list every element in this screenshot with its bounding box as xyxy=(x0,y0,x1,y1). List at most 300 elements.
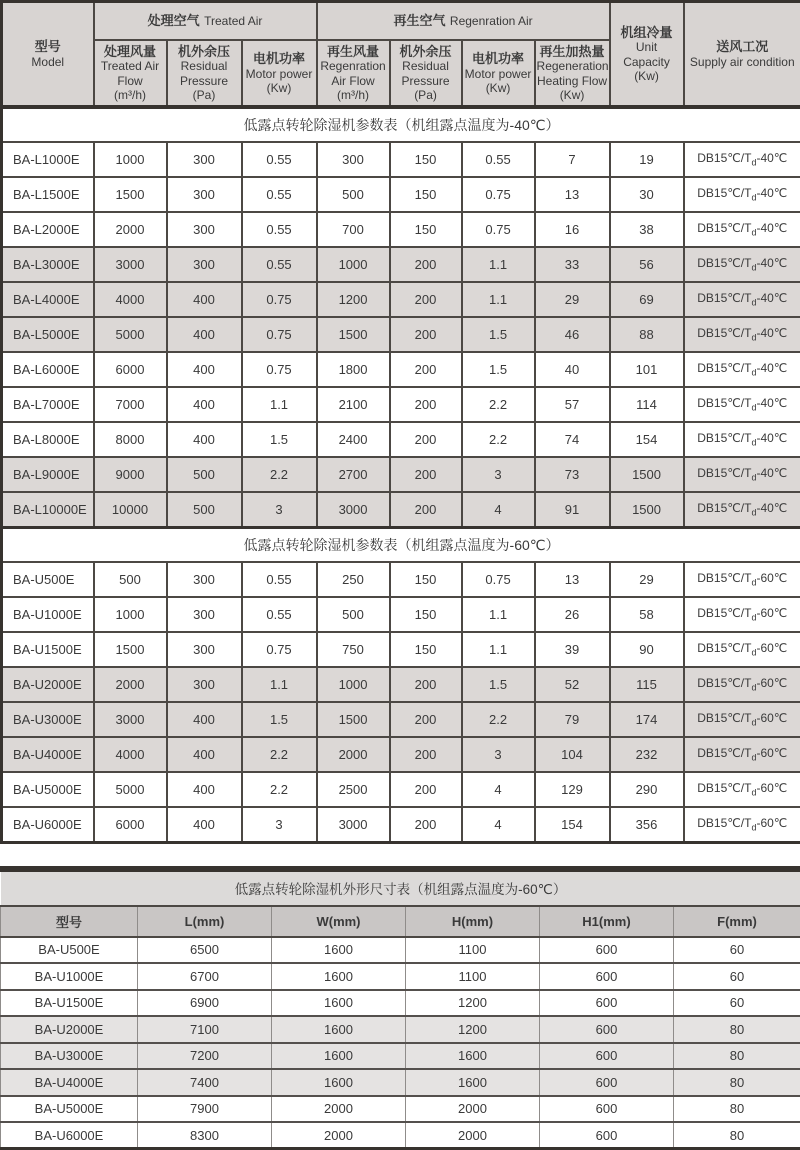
value-cell: 200 xyxy=(390,352,462,387)
supply-text-sub: d xyxy=(751,648,756,658)
value-cell: 1.5 xyxy=(242,702,317,737)
dim-model-cell: BA-U1500E xyxy=(1,990,138,1017)
header-group-row xyxy=(2,2,800,41)
dim-model-cell: BA-U6000E xyxy=(1,1122,138,1149)
regen-heating-zh: 再生加热量 xyxy=(537,44,608,59)
model-header-zh: 型号 xyxy=(4,39,92,54)
col-header-regen-flow xyxy=(317,40,390,107)
value-cell: 3 xyxy=(462,457,535,492)
value-cell: 500 xyxy=(167,492,242,527)
dim-col-header: L(mm) xyxy=(138,906,272,937)
treated-air-group-en: Treated Air xyxy=(204,14,262,28)
supply-condition-cell xyxy=(684,772,800,807)
dim-value-cell: 1600 xyxy=(272,963,406,990)
value-cell: 2500 xyxy=(317,772,390,807)
model-cell: BA-L5000E xyxy=(2,317,94,352)
regen-motor-en: Motor power xyxy=(464,67,533,81)
col-header-regen-heating xyxy=(535,40,610,107)
value-cell: 0.55 xyxy=(242,562,317,597)
value-cell: 52 xyxy=(535,667,610,702)
supply-text-pre: DB15℃/T xyxy=(697,466,751,480)
value-cell: 30 xyxy=(610,177,684,212)
dim-value-cell: 1600 xyxy=(272,1069,406,1096)
value-cell: 300 xyxy=(167,142,242,177)
col-header-regen-motor xyxy=(462,40,535,107)
dim-value-cell: 7900 xyxy=(138,1096,272,1123)
dim-value-cell: 2000 xyxy=(272,1122,406,1149)
supply-condition-cell xyxy=(684,142,800,177)
supply-condition-cell xyxy=(684,352,800,387)
supply-text-pre: DB15℃/T xyxy=(697,256,751,270)
dim-model-cell: BA-U5000E xyxy=(1,1096,138,1123)
dim-value-cell: 600 xyxy=(540,937,674,964)
dim-model-cell: BA-U1000E xyxy=(1,963,138,990)
value-cell: 2.2 xyxy=(242,737,317,772)
regen-motor-zh: 电机功率 xyxy=(464,51,533,66)
value-cell: 16 xyxy=(535,212,610,247)
regen-heating-en: Regeneration Heating Flow xyxy=(537,59,608,87)
value-cell: 356 xyxy=(610,807,684,842)
supply-text-pre: DB15℃/T xyxy=(697,501,751,515)
supply-text-post: -40℃ xyxy=(756,186,787,200)
value-cell: 400 xyxy=(167,282,242,317)
model-cell: BA-U4000E xyxy=(2,737,94,772)
value-cell: 4 xyxy=(462,807,535,842)
dim-value-cell: 1200 xyxy=(406,990,540,1017)
model-header-en: Model xyxy=(4,55,92,69)
value-cell: 58 xyxy=(610,597,684,632)
value-cell: 10000 xyxy=(94,492,167,527)
value-cell: 0.55 xyxy=(462,142,535,177)
value-cell: 200 xyxy=(390,737,462,772)
dim-col-header: H1(mm) xyxy=(540,906,674,937)
dim-header-row xyxy=(1,906,800,937)
supply-condition-cell xyxy=(684,457,800,492)
value-cell: 7 xyxy=(535,142,610,177)
dim-model-cell: BA-U2000E xyxy=(1,1016,138,1043)
dim-col-header: W(mm) xyxy=(272,906,406,937)
value-cell: 69 xyxy=(610,282,684,317)
value-cell: 90 xyxy=(610,632,684,667)
regeneration-air-group-zh: 再生空气 xyxy=(393,13,445,28)
value-cell: 3 xyxy=(242,492,317,527)
spec-row xyxy=(2,667,800,702)
value-cell: 400 xyxy=(167,387,242,422)
value-cell: 7000 xyxy=(94,387,167,422)
spec-row xyxy=(2,772,800,807)
value-cell: 1.5 xyxy=(242,422,317,457)
section-title: 低露点转轮除湿机参数表（机组露点温度为-40℃） xyxy=(2,107,800,142)
value-cell: 290 xyxy=(610,772,684,807)
value-cell: 0.75 xyxy=(242,632,317,667)
value-cell: 2100 xyxy=(317,387,390,422)
value-cell: 2400 xyxy=(317,422,390,457)
supply-text-post: -40℃ xyxy=(756,396,787,410)
dim-value-cell: 600 xyxy=(540,990,674,1017)
value-cell: 400 xyxy=(167,422,242,457)
value-cell: 1500 xyxy=(94,177,167,212)
value-cell: 39 xyxy=(535,632,610,667)
value-cell: 174 xyxy=(610,702,684,737)
model-cell: BA-L1000E xyxy=(2,142,94,177)
value-cell: 300 xyxy=(167,667,242,702)
dim-model-cell: BA-U500E xyxy=(1,937,138,964)
supply-text-pre: DB15℃/T xyxy=(697,641,751,655)
model-cell: BA-U1000E xyxy=(2,597,94,632)
col-group-regeneration-air xyxy=(317,2,610,41)
value-cell: 200 xyxy=(390,387,462,422)
supply-text-post: -40℃ xyxy=(756,151,787,165)
value-cell: 2.2 xyxy=(242,457,317,492)
supply-text-post: -40℃ xyxy=(756,361,787,375)
dim-value-cell: 7200 xyxy=(138,1043,272,1070)
spec-row xyxy=(2,317,800,352)
supply-condition-cell xyxy=(684,247,800,282)
dim-value-cell: 600 xyxy=(540,1122,674,1149)
dim-value-cell: 1100 xyxy=(406,963,540,990)
dim-value-cell: 600 xyxy=(540,1096,674,1123)
supply-text-sub: d xyxy=(751,822,756,832)
supply-text-post: -60℃ xyxy=(756,746,787,760)
regen-flow-zh: 再生风量 xyxy=(319,44,388,59)
supply-text-pre: DB15℃/T xyxy=(697,396,751,410)
value-cell: 3000 xyxy=(317,807,390,842)
value-cell: 29 xyxy=(610,562,684,597)
dim-col-header: 型号 xyxy=(1,906,138,937)
supply-text-post: -40℃ xyxy=(756,431,787,445)
value-cell: 200 xyxy=(390,807,462,842)
dim-col-header: F(mm) xyxy=(674,906,800,937)
supply-text-post: -60℃ xyxy=(756,781,787,795)
dim-table-body xyxy=(1,872,800,1149)
supply-condition-cell xyxy=(684,317,800,352)
spec-row xyxy=(2,492,800,527)
supply-text-pre: DB15℃/T xyxy=(697,781,751,795)
dim-row xyxy=(1,1069,800,1096)
value-cell: 74 xyxy=(535,422,610,457)
supply-text-pre: DB15℃/T xyxy=(697,291,751,305)
value-cell: 1.1 xyxy=(242,387,317,422)
supply-condition-cell xyxy=(684,492,800,527)
value-cell: 1.1 xyxy=(462,282,535,317)
supply-text-post: -60℃ xyxy=(756,816,787,830)
value-cell: 0.55 xyxy=(242,142,317,177)
value-cell: 200 xyxy=(390,457,462,492)
dim-value-cell: 80 xyxy=(674,1069,800,1096)
section-title-row xyxy=(2,107,800,142)
regen-pressure-unit: (Pa) xyxy=(392,88,460,102)
value-cell: 0.55 xyxy=(242,597,317,632)
value-cell: 101 xyxy=(610,352,684,387)
value-cell: 1800 xyxy=(317,352,390,387)
supply-text-sub: d xyxy=(751,788,756,798)
value-cell: 1200 xyxy=(317,282,390,317)
supply-text-sub: d xyxy=(751,613,756,623)
value-cell: 1.5 xyxy=(462,352,535,387)
value-cell: 1000 xyxy=(94,142,167,177)
model-cell: BA-U1500E xyxy=(2,632,94,667)
dim-value-cell: 2000 xyxy=(406,1122,540,1149)
value-cell: 1000 xyxy=(94,597,167,632)
supply-header-en: Supply air condition xyxy=(686,55,800,69)
value-cell: 0.55 xyxy=(242,212,317,247)
dim-value-cell: 1600 xyxy=(406,1043,540,1070)
supply-text-post: -60℃ xyxy=(756,641,787,655)
dim-value-cell: 1600 xyxy=(272,937,406,964)
value-cell: 200 xyxy=(390,667,462,702)
value-cell: 200 xyxy=(390,247,462,282)
supply-condition-cell xyxy=(684,807,800,842)
supply-text-sub: d xyxy=(751,368,756,378)
model-cell: BA-L9000E xyxy=(2,457,94,492)
value-cell: 150 xyxy=(390,177,462,212)
value-cell: 2000 xyxy=(317,737,390,772)
dim-value-cell: 8300 xyxy=(138,1122,272,1149)
value-cell: 400 xyxy=(167,737,242,772)
model-cell: BA-L6000E xyxy=(2,352,94,387)
treated-motor-en: Motor power xyxy=(244,67,315,81)
value-cell: 4 xyxy=(462,492,535,527)
dim-value-cell: 1100 xyxy=(406,937,540,964)
dim-value-cell: 7100 xyxy=(138,1016,272,1043)
supply-condition-cell xyxy=(684,212,800,247)
supply-condition-cell xyxy=(684,632,800,667)
supply-condition-cell xyxy=(684,562,800,597)
supply-text-post: -60℃ xyxy=(756,571,787,585)
value-cell: 2000 xyxy=(94,212,167,247)
dim-value-cell: 80 xyxy=(674,1096,800,1123)
dim-row xyxy=(1,1016,800,1043)
supply-text-sub: d xyxy=(751,298,756,308)
dim-value-cell: 1600 xyxy=(272,1043,406,1070)
dim-row xyxy=(1,1096,800,1123)
value-cell: 46 xyxy=(535,317,610,352)
value-cell: 0.75 xyxy=(242,352,317,387)
treated-pressure-unit: (Pa) xyxy=(169,88,240,102)
value-cell: 3000 xyxy=(94,702,167,737)
value-cell: 200 xyxy=(390,492,462,527)
value-cell: 0.75 xyxy=(242,282,317,317)
spec-row xyxy=(2,142,800,177)
treated-flow-unit: (m³/h) xyxy=(96,88,165,102)
dim-row xyxy=(1,1122,800,1149)
dim-row xyxy=(1,990,800,1017)
value-cell: 2.2 xyxy=(242,772,317,807)
value-cell: 200 xyxy=(390,422,462,457)
supply-text-pre: DB15℃/T xyxy=(697,571,751,585)
value-cell: 33 xyxy=(535,247,610,282)
treated-air-group-zh: 处理空气 xyxy=(148,13,200,28)
supply-condition-cell xyxy=(684,387,800,422)
supply-text-pre: DB15℃/T xyxy=(697,431,751,445)
value-cell: 300 xyxy=(167,247,242,282)
model-cell: BA-L10000E xyxy=(2,492,94,527)
regen-pressure-en: Residual Pressure xyxy=(392,59,460,87)
dim-value-cell: 60 xyxy=(674,990,800,1017)
value-cell: 0.75 xyxy=(462,562,535,597)
supply-condition-cell xyxy=(684,422,800,457)
value-cell: 250 xyxy=(317,562,390,597)
value-cell: 5000 xyxy=(94,317,167,352)
dim-model-cell: BA-U3000E xyxy=(1,1043,138,1070)
value-cell: 700 xyxy=(317,212,390,247)
dim-value-cell: 7400 xyxy=(138,1069,272,1096)
value-cell: 300 xyxy=(167,632,242,667)
col-header-treated-pressure xyxy=(167,40,242,107)
col-header-treated-motor xyxy=(242,40,317,107)
value-cell: 13 xyxy=(535,562,610,597)
spec-row xyxy=(2,422,800,457)
spec-row xyxy=(2,177,800,212)
value-cell: 2.2 xyxy=(462,387,535,422)
spec-row xyxy=(2,457,800,492)
value-cell: 400 xyxy=(167,352,242,387)
dim-value-cell: 80 xyxy=(674,1043,800,1070)
dim-value-cell: 60 xyxy=(674,937,800,964)
supply-condition-cell xyxy=(684,737,800,772)
value-cell: 300 xyxy=(167,177,242,212)
supply-text-sub: d xyxy=(751,228,756,238)
value-cell: 150 xyxy=(390,142,462,177)
col-header-model xyxy=(2,2,94,108)
supply-text-post: -40℃ xyxy=(756,466,787,480)
supply-text-sub: d xyxy=(751,507,756,517)
supply-text-post: -40℃ xyxy=(756,256,787,270)
supply-text-post: -60℃ xyxy=(756,711,787,725)
model-cell: BA-L7000E xyxy=(2,387,94,422)
value-cell: 91 xyxy=(535,492,610,527)
value-cell: 0.55 xyxy=(242,177,317,212)
col-group-treated-air xyxy=(94,2,317,41)
value-cell: 1.5 xyxy=(462,667,535,702)
supply-text-sub: d xyxy=(751,473,756,483)
model-cell: BA-U500E xyxy=(2,562,94,597)
col-header-supply-condition xyxy=(684,2,800,108)
value-cell: 73 xyxy=(535,457,610,492)
value-cell: 6000 xyxy=(94,352,167,387)
col-header-treated-flow xyxy=(94,40,167,107)
value-cell: 1000 xyxy=(317,667,390,702)
supply-text-sub: d xyxy=(751,578,756,588)
supply-text-post: -60℃ xyxy=(756,676,787,690)
value-cell: 200 xyxy=(390,702,462,737)
supply-text-pre: DB15℃/T xyxy=(697,746,751,760)
supply-condition-cell xyxy=(684,702,800,737)
value-cell: 2.2 xyxy=(462,422,535,457)
spec-row xyxy=(2,352,800,387)
regen-flow-unit: (m³/h) xyxy=(319,88,388,102)
treated-motor-zh: 电机功率 xyxy=(244,51,315,66)
value-cell: 3 xyxy=(462,737,535,772)
value-cell: 1.1 xyxy=(462,597,535,632)
value-cell: 129 xyxy=(535,772,610,807)
value-cell: 300 xyxy=(167,212,242,247)
supply-condition-cell xyxy=(684,282,800,317)
spec-row xyxy=(2,387,800,422)
value-cell: 500 xyxy=(94,562,167,597)
value-cell: 8000 xyxy=(94,422,167,457)
value-cell: 2.2 xyxy=(462,702,535,737)
treated-pressure-zh: 机外余压 xyxy=(169,44,240,59)
value-cell: 1.1 xyxy=(462,632,535,667)
dim-value-cell: 60 xyxy=(674,963,800,990)
dim-col-header: H(mm) xyxy=(406,906,540,937)
value-cell: 1.1 xyxy=(242,667,317,702)
section-title: 低露点转轮除湿机参数表（机组露点温度为-60℃） xyxy=(2,527,800,562)
model-cell: BA-L4000E xyxy=(2,282,94,317)
dim-value-cell: 600 xyxy=(540,1016,674,1043)
dim-value-cell: 6500 xyxy=(138,937,272,964)
value-cell: 232 xyxy=(610,737,684,772)
supply-text-sub: d xyxy=(751,683,756,693)
value-cell: 4 xyxy=(462,772,535,807)
value-cell: 40 xyxy=(535,352,610,387)
value-cell: 750 xyxy=(317,632,390,667)
value-cell: 5000 xyxy=(94,772,167,807)
value-cell: 3000 xyxy=(317,492,390,527)
regen-pressure-zh: 机外余压 xyxy=(392,44,460,59)
spec-row xyxy=(2,562,800,597)
dim-value-cell: 600 xyxy=(540,1069,674,1096)
value-cell: 6000 xyxy=(94,807,167,842)
unit-capacity-en: Unit Capacity xyxy=(612,40,682,68)
dim-value-cell: 1600 xyxy=(272,990,406,1017)
value-cell: 150 xyxy=(390,597,462,632)
value-cell: 2700 xyxy=(317,457,390,492)
spec-row xyxy=(2,282,800,317)
value-cell: 0.75 xyxy=(242,317,317,352)
model-cell: BA-L1500E xyxy=(2,177,94,212)
dim-model-cell: BA-U4000E xyxy=(1,1069,138,1096)
treated-motor-unit: (Kw) xyxy=(244,81,315,95)
value-cell: 1500 xyxy=(610,457,684,492)
supply-condition-cell xyxy=(684,177,800,212)
treated-flow-en: Treated Air Flow xyxy=(96,59,165,87)
dim-value-cell: 1200 xyxy=(406,1016,540,1043)
supply-text-post: -40℃ xyxy=(756,326,787,340)
col-header-unit-capacity xyxy=(610,2,684,108)
value-cell: 400 xyxy=(167,702,242,737)
supply-text-post: -40℃ xyxy=(756,501,787,515)
supply-text-sub: d xyxy=(751,718,756,728)
value-cell: 150 xyxy=(390,212,462,247)
value-cell: 0.75 xyxy=(462,212,535,247)
dim-value-cell: 1600 xyxy=(272,1016,406,1043)
value-cell: 19 xyxy=(610,142,684,177)
value-cell: 154 xyxy=(610,422,684,457)
value-cell: 500 xyxy=(317,597,390,632)
model-cell: BA-L8000E xyxy=(2,422,94,457)
value-cell: 300 xyxy=(167,597,242,632)
dim-value-cell: 2000 xyxy=(272,1096,406,1123)
value-cell: 88 xyxy=(610,317,684,352)
regeneration-air-group-en: Regenration Air xyxy=(450,14,533,28)
regen-heating-unit: (Kw) xyxy=(537,88,608,102)
unit-capacity-zh: 机组冷量 xyxy=(612,25,682,40)
value-cell: 26 xyxy=(535,597,610,632)
unit-capacity-unit: (Kw) xyxy=(612,69,682,83)
value-cell: 154 xyxy=(535,807,610,842)
value-cell: 4000 xyxy=(94,737,167,772)
spec-row xyxy=(2,702,800,737)
model-cell: BA-U5000E xyxy=(2,772,94,807)
value-cell: 57 xyxy=(535,387,610,422)
dim-row xyxy=(1,963,800,990)
dim-value-cell: 6900 xyxy=(138,990,272,1017)
supply-text-pre: DB15℃/T xyxy=(697,186,751,200)
spec-row xyxy=(2,807,800,842)
value-cell: 79 xyxy=(535,702,610,737)
